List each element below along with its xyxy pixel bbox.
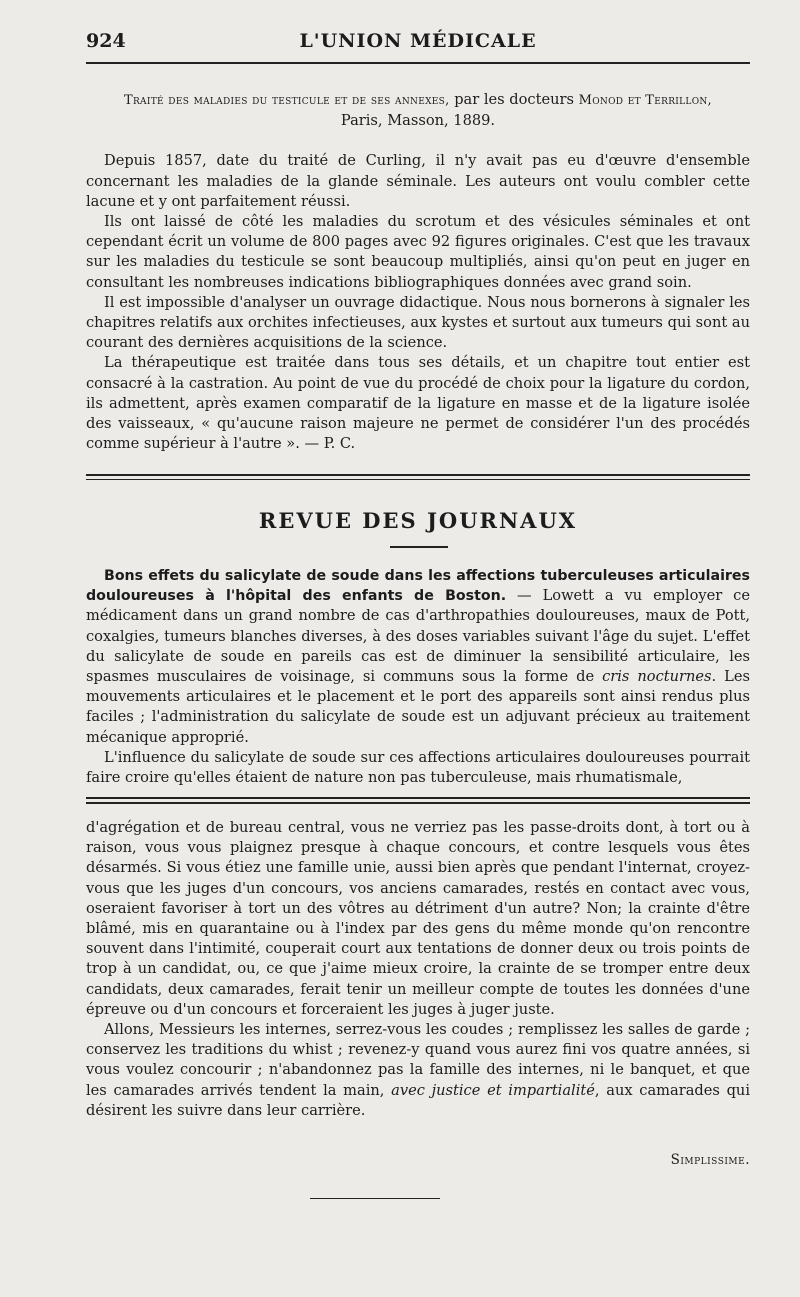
- journals-article: [86, 566, 750, 788]
- article-paragraph-1: [86, 566, 750, 748]
- review-paragraph-1: Depuis 1857, date du traité de Curling, il n'y avait pas eu d'œuvre d'ensemble concernant les maladies de la glande séminale. Les auteurs ont voulu combler cette lacune et y ont parfaitement réussi.: [86, 152, 750, 210]
- book-title-line: [86, 90, 750, 111]
- section-title-underline: [390, 546, 448, 548]
- article-italic: cris nocturnes: [602, 668, 712, 686]
- closing-rule: [310, 1198, 440, 1199]
- section-rule-top-thin: [86, 479, 750, 480]
- feuilleton-rule-1: [86, 797, 750, 799]
- review-paragraph-2: Ils ont laissé de côté les maladies du scrotum et des vésicules séminales et ont cependant écrit un volume de 800 pages avec 92 figures originales. C'est que les travaux sur les maladies du testicule se sont beaucoup multipliés, ainsi qu'on peut en juger en consultant les nombreuses indications bibliographiques données avec grand soin.: [86, 213, 750, 291]
- book-publisher: Paris, Masson, 1889.: [340, 112, 496, 130]
- book-title: Traité des maladies du testicule et de ses annexes,: [124, 93, 450, 108]
- article-text-2: . Les mouvements articulaires et le placement et le port des appareils sont ainsi rendus plus faciles ; l'administration du salicylate de soude est un adjuvant précieux au traitement mécanique approprié.: [86, 668, 750, 746]
- signature: Simplissime.: [670, 1152, 750, 1168]
- article-title: Bons effets du salicylate de soude dans les affections tuberculeuses articulaires douloureuses à l'hôpital des enfants de Boston.: [86, 568, 750, 605]
- feuilleton-paragraph-1: d'agrégation et de bureau central, vous ne verriez pas les passe-droits dont, à tort ou à raison, vous vous plaignez presque à chaque concours, et contre lesquels vous êtes désarmés. Si vous étiez une famille unie, aussi bien après que pendant l'internat, croyez-vous que les juges d'un concours, vos anciens camarades, restés en contact avec vous, oseraient favoriser à tort un des vôtres au détriment d'un autre? Non; la crainte d'être blâmé, mis en quarantaine ou à l'index par des gens du même monde qu'on rencontre souvent dans l'intimité, couperait court aux tentations de donner deux ou trois points de trop à un candidat, ou, ce que j'aime mieux croire, la crainte de se tromper entre deux candidats, deux camarades, ferait tenir un meilleur compte de toutes les données d'une épreuve ou d'un concours et forceraient les juges à juger juste.: [86, 819, 750, 1018]
- feuilleton-text: [86, 818, 750, 1121]
- feuilleton-paragraph-2: [86, 1020, 750, 1121]
- section-title: REVUE DES JOURNAUX: [258, 508, 578, 533]
- feuilleton-italic: avec justice et impartialité: [391, 1081, 595, 1099]
- article-text-1: — Lowett a vu employer ce médicament dans un grand nombre de cas d'arthropathies douloureuses, maux de Pott, coxalgies, tumeurs blanches diverses, à des doses variables suivant l'âge du sujet. L'effet du salicylate de soude en pareils cas est de diminuer la sensibilité articulaire, les spasmes musculaires de voisinage, si communs sous la forme de: [86, 587, 750, 686]
- book-review: [86, 90, 750, 454]
- feuilleton-text-a: Allons, Messieurs les internes, serrez-vous les coudes ; remplissez les salles de garde ; conservez les traditions du whist ; revenez-y quand vous aurez fini vos quatre années, si vous voulez concourir ; n'abandonnez pas la famille des internes, ni le banquet, et que les camarades arrivés tendent la main,: [86, 1021, 750, 1099]
- section-rule-top: [86, 474, 750, 476]
- review-paragraph-3: Il est impossible d'analyser un ouvrage didactique. Nous nous bornerons à signaler les chapitres relatifs aux orchites infectieuses, aux kystes et surtout aux tumeurs qui sont au courant des dernières acquisitions de la science.: [86, 293, 750, 352]
- feuilleton-rule-2: [86, 802, 750, 804]
- book-authors-intro: par les docteurs: [449, 91, 579, 108]
- page-number: 924: [86, 30, 126, 52]
- feuilleton-text-b: , aux camarades qui désirent les suivre dans leur carrière.: [86, 1081, 750, 1119]
- journal-title: L'UNION MÉDICALE: [299, 30, 537, 52]
- page-header: [86, 30, 750, 54]
- review-paragraph-4: La thérapeutique est traitée dans tous ses détails, et un chapitre tout entier est consacré à la castration. Au point de vue du procédé de choix pour la ligature du cordon, ils admettent, après examen comparatif de la ligature en masse et de la ligature isolée des vaisseaux, « qu'aucune raison majeure ne permet de considérer l'un des procédés comme supérieur à l'autre ». — P. C.: [86, 354, 750, 453]
- header-rule: [86, 62, 750, 64]
- book-authors: Monod et Terrillon,: [578, 93, 712, 108]
- article-paragraph-2: L'influence du salicylate de soude sur ces affections articulaires douloureuses pourrait faire croire qu'elles étaient de nature non pas tuberculeuse, mais rhumatismale,: [86, 748, 750, 787]
